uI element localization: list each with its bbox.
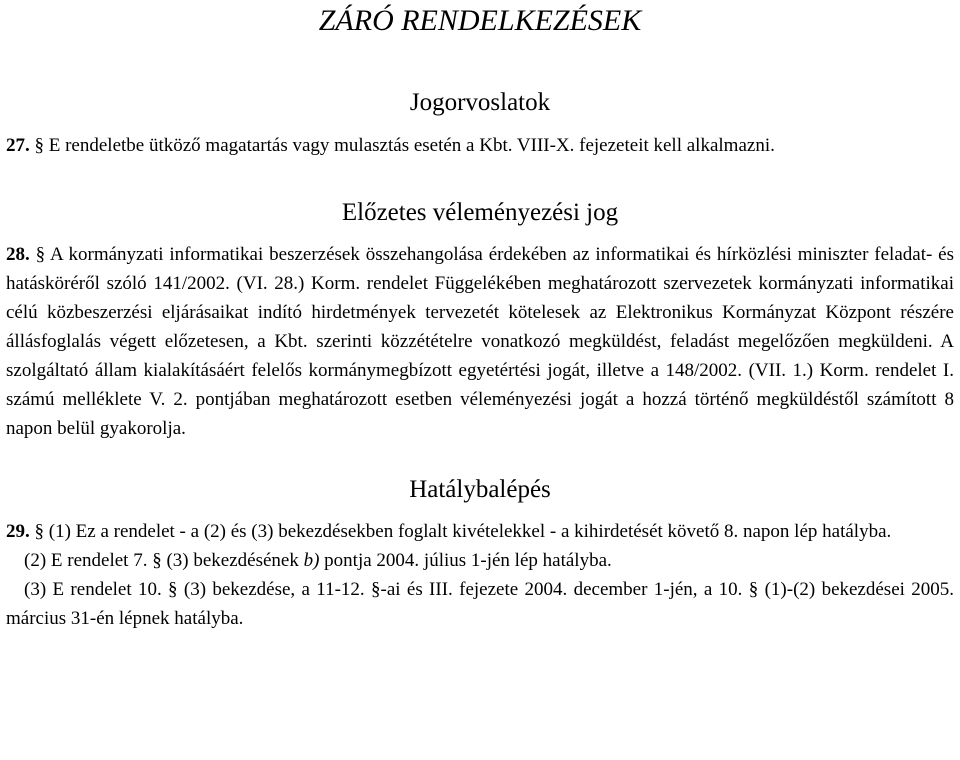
paragraph-text: (3) E rendelet 10. § (3) bekezdése, a 11-12. §-ai és III. fejezete 2004. december 1-jén, a 10. § (1)-(2) bekezdései 2005. március 31-én lépnek hatályba.	[6, 579, 954, 629]
paragraph-29-3	[6, 575, 954, 633]
paragraph-text-b: pontja 2004. július 1-jén lép hatályba.	[319, 550, 612, 571]
section-heading-elozetes-velemenyezesi-jog: Előzetes véleményezési jog	[341, 199, 619, 226]
paragraph-28	[6, 240, 954, 443]
paragraph-29-1	[6, 517, 954, 546]
section-heading-hatalybalepes: Hatálybalépés	[409, 476, 551, 503]
section-sign: §	[34, 135, 44, 156]
section-heading-jogorvoslatok: Jogorvoslatok	[409, 89, 551, 116]
paragraph-text: E rendeletbe ütköző magatartás vagy mulasztás esetén a Kbt. VIII-X. fejezeteit kell alkalmazni.	[48, 135, 775, 156]
paragraph-text-italic: b)	[303, 550, 320, 571]
paragraph-text-a: (2) E rendelet 7. § (3) bekezdésének	[24, 550, 304, 571]
section-sign: §	[34, 521, 44, 542]
section-sign: §	[35, 244, 46, 265]
paragraph-number: 27.	[6, 135, 30, 156]
paragraph-number: 29.	[6, 521, 30, 542]
document-page	[6, 0, 954, 633]
paragraph-text: (1) Ez a rendelet - a (2) és (3) bekezdésekben foglalt kivételekkel - a kihirdetését követő 8. napon lép hatályba.	[48, 521, 892, 542]
paragraph-27	[6, 131, 954, 160]
document-title: ZÁRÓ RENDELKEZÉSEK	[318, 4, 642, 37]
paragraph-text: A kormányzati informatikai beszerzések összehangolása érdekében az informatikai és hírközlési miniszter feladat- és hatásköréről szóló 141/2002. (VI. 28.) Korm. rendelet Függelékében meghatározott szervezetek kormányzati informatikai célú közbeszerzési eljárásaikat indító hirdetmények tervezetét kötelesek az Elektronikus Kormányzat Központ részére állásfoglalás végett előzetesen, a Kbt. szerinti közzétételre vonatkozó megküldést, feladást megelőzően megküldeni. A szolgáltató állam kialakításáért felelős kormánymegbízott egyetértési jogát, illetve a 148/2002. (VII. 1.) Korm. rendelet I. számú melléklete V. 2. pontjában meghatározott esetben véleményezési jogát a hozzá történő megküldéstől számított 8 napon belül gyakorolja.	[6, 244, 955, 439]
paragraph-29-2	[6, 546, 954, 575]
paragraph-number: 28.	[6, 244, 30, 265]
